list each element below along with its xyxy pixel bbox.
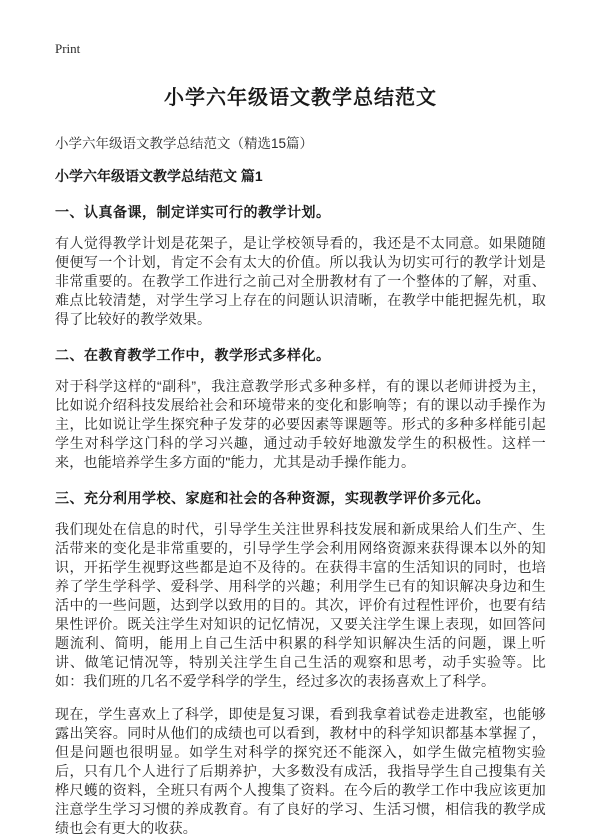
doc-subtitle: 小学六年级语文教学总结范文（精选15篇） <box>55 136 314 151</box>
section-1-paragraph-1: 有人觉得教学计划是花架子，是让学校领导看的，我还是不太同意。如果随随便便写一个计划，肯定不会有太大的价值。所以我认为切实可行的教学计划是非常重要的。在教学工作进行之前己对全册教材有了一个整体的了解，对重、难点比较清楚，对学生学习上存在的问题认识清晰，在教学中能把握先机，取得了比较好的教学效果。 <box>55 235 546 327</box>
page-title: 小学六年级语文教学总结范文 <box>164 87 437 109</box>
section-3-paragraph-1: 我们现处在信息的时代，引导学生关注世界科技发展和新成果给人们生产、生活带来的变化是非常重要的，引导学生学会利用网络资源来获得课本以外的知识，开拓学生视野这些都是迫不及待的。在获得丰富的生活知识的同时，也培养了学生学科学、爱科学、用科学的兴趣；利用学生已有的知识解决身边和生活中的一些问题，达到学以致用的目的。其次，评价有过程性评价，也要有结果性评价。既关注学生对知识的记忆情况，又要关注学生课上表现，如回答问题流利、简明，能用上自己生活中积累的科学知识解决生活的问题，课上听讲、做笔记情况等，特别关注学生自己生活的观察和思考，动手实验等。比如：我们班的几名不爱学科学的学生，经过多次的表扬喜欢上了科学。 <box>55 521 546 689</box>
section-3-paragraph-2: 现在，学生喜欢上了科学，即使是复习课，看到我拿着试卷走进教室，也能够露出笑容。同时从他们的成绩也可以看到，教材中的科学知识都基本掌握了，但是问题也很明显。如学生对科学的探究还不能深入，如学生做完植物实验后，只有几个人进行了后期养护，大多数没有成活，我指导学生自己搜集有关桦尺蠖的资料，全班只有两个人搜集了资料。在今后的教学工作中我应该更加注意学生学习习惯的养成教育。有了良好的学习、生活习惯，相信我的教学成绩也会有更大的收获。 <box>55 706 546 836</box>
article-heading: 小学六年级语文教学总结范文 篇1 <box>55 168 263 184</box>
section-2-paragraph-1: 对于科学这样的“副科”，我注意教学形式多种多样，有的课以老师讲授为主，比如说介绍科技发展给社会和环境带来的变化和影响等；有的课以动手操作为主，比如说让学生探究种子发芽的必要因素等课题等。形式的多种多样能引起学生对科学这门科的学习兴趣，通过动手较好地激发学生的积极性。这样一来，也能培养学生多方面的"能力，尤其是动手操作能力。 <box>55 378 546 470</box>
section-heading-1: 一、认真备课，制定详实可行的教学计划。 <box>55 204 331 220</box>
section-heading-3: 三、充分利用学校、家庭和社会的各种资源，实现教学评价多元化。 <box>55 490 490 506</box>
section-heading-2: 二、在教育教学工作中，教学形式多样化。 <box>55 347 331 363</box>
print-link[interactable]: Print <box>55 41 81 56</box>
